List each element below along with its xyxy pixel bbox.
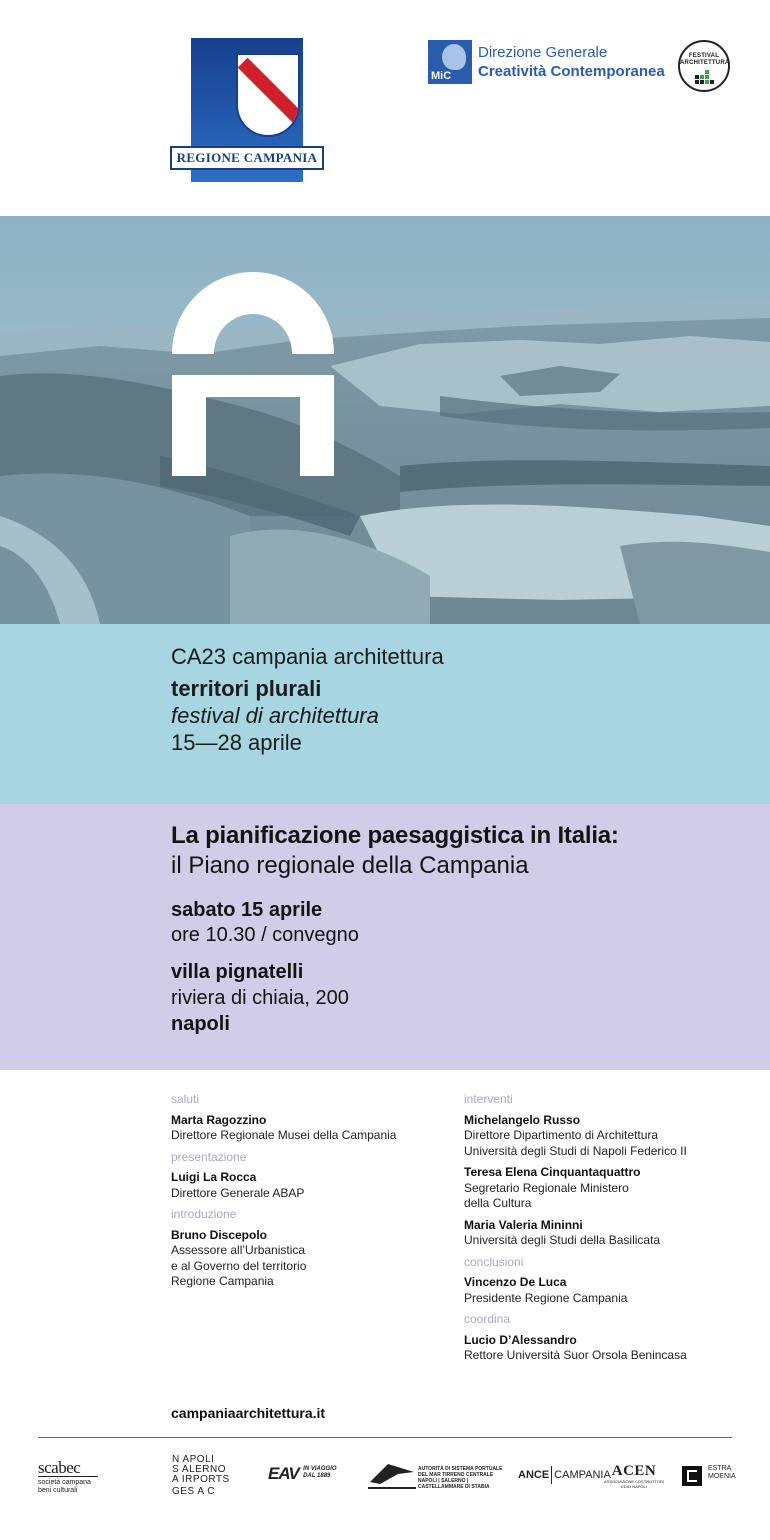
ministry-line1: Direzione Generale [478,44,608,61]
conference-date: sabato 15 aprile [171,899,323,921]
conference-subtitle: il Piano regionale della Campania [171,852,529,879]
ministry-logo [428,40,664,86]
program-right-column [464,1092,764,1370]
section-label: introduzione [171,1207,237,1221]
speaker-name: Michelangelo Russo [464,1112,581,1127]
ance-wordmark: ANCE [518,1468,550,1481]
footer-divider [38,1437,732,1438]
event-theme: territori plurali [171,676,322,701]
speaker-name: Maria Valeria Mininni [464,1217,583,1232]
conference-venue: villa pignatelli [171,961,304,983]
festival-logo-text: FESTIVAL ARCHITETTURA [680,53,730,66]
eav-wordmark: EAV [268,1464,299,1483]
gesac-line: A IRPORTS [172,1474,230,1485]
acen-logo [602,1464,666,1489]
section-label: interventi [464,1092,513,1106]
speaker-role: Assessore all’Urbanistica e al Governo del territorio Regione Campania [171,1243,307,1288]
acen-subtitle: ASSOCIAZIONE COSTRUTTORI EDILI NAPOLI [604,1479,664,1489]
conference-city: napoli [171,1013,230,1035]
acen-wordmark: ACEN [611,1463,657,1479]
gesac-logo [172,1455,252,1497]
conference-band [0,804,770,1070]
speaker-role: Segretario Regionale Ministero della Cultura [464,1180,629,1210]
section-label: coordina [464,1312,511,1326]
speaker-entry [171,1228,471,1290]
event-festival: festival di architettura [171,703,379,728]
conference-time: ore 10.30 / convegno [171,924,359,946]
website-link[interactable]: campaniaarchitettura.it [171,1405,326,1421]
speaker-name: Vincenzo De Luca [464,1275,567,1289]
port-authority-text: AUTORITÀ DI SISTEMA PORTUALE DEL MAR TIRRENO CENTRALE NAPOLI | SALERNO | CASTELLAMMARE DI STABIA [418,1466,503,1490]
speaker-name: Teresa Elena Cinquantaquattro [464,1165,641,1179]
conference-address: riviera di chiaia, 200 [171,987,349,1009]
speaker-name: Marta Ragozzino [171,1112,267,1127]
section-label: saluti [171,1092,200,1106]
estra-moenia-logo [682,1464,734,1488]
speaker-entry [171,1113,471,1144]
scabec-logo [38,1460,98,1495]
speaker-entry [464,1165,764,1212]
section-label: conclusioni [464,1254,524,1269]
ance-region: CAMPANIA [554,1468,611,1481]
gesac-wordmark: GES A C [172,1486,215,1497]
landscape-image [0,216,770,624]
eav-tagline: IN VIAGGIO DAL 1889 [303,1466,337,1479]
regione-campania-logo [170,38,324,184]
mic-badge-text: MiC [431,70,452,82]
gesac-line: N APOLI [172,1454,215,1465]
estra-moenia-text: ESTRA MOENIA [708,1465,736,1480]
event-dates: 15—28 aprile [171,730,302,755]
conference-title: La pianificazione paesaggistica in Italia: [171,822,619,849]
speaker-role: Università degli Studi della Basilicata [464,1233,661,1247]
festival-grid-icon [695,70,714,84]
speaker-entry [464,1113,764,1160]
speaker-entry [464,1333,764,1364]
ance-logo [518,1466,611,1484]
port-authority-icon [368,1458,416,1492]
section-label: presentazione [171,1149,247,1164]
header [0,0,770,216]
estra-moenia-icon [682,1466,702,1486]
port-authority-logo [368,1458,504,1492]
ministry-line2: Creatività Contemporanea [478,63,665,80]
regione-campania-label: REGIONE CAMPANIA [170,146,324,170]
speaker-role: Direttore Dipartimento di Architettura Università degli Studi di Napoli Federico II [464,1128,687,1158]
ca-arch-icon [172,272,334,476]
gesac-line: S ALERNO [172,1464,227,1475]
scabec-wordmark: scabec [38,1460,98,1477]
speaker-name: Luigi La Rocca [171,1170,257,1184]
speaker-entry [464,1218,764,1249]
mic-badge-icon [428,40,472,84]
program-left-column [171,1092,471,1296]
speaker-role: Direttore Regionale Musei della Campania [171,1128,397,1142]
speaker-name: Bruno Discepolo [171,1227,268,1242]
event-series: CA23 campania architettura [171,644,444,669]
speaker-role: Presidente Regione Campania [464,1290,628,1305]
festival-band [0,624,770,804]
speaker-entry [464,1275,764,1306]
speaker-name: Lucio D’Alessandro [464,1332,577,1347]
speaker-role: Rettore Università Suor Orsola Benincasa [464,1348,687,1362]
eav-logo [268,1464,358,1484]
speaker-entry [171,1170,471,1201]
festival-architettura-logo [678,40,730,92]
scabec-subtitle: società campana beni culturali [38,1479,91,1494]
speaker-role: Direttore Generale ABAP [171,1185,305,1200]
